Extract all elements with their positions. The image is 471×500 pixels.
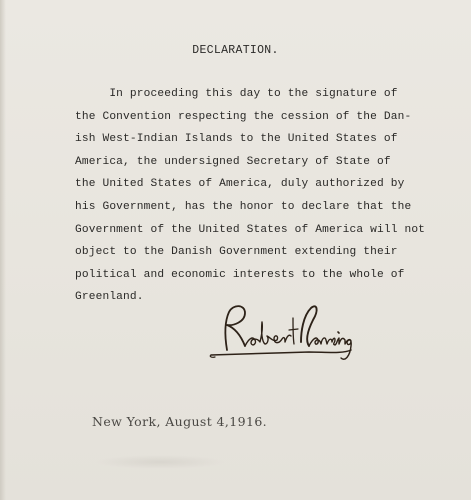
paper-smudge (95, 455, 225, 469)
body-line: ish West-Indian Islands to the United States of (75, 133, 398, 146)
body-line: object to the Danish Government extending their (75, 246, 398, 259)
declaration-title: DECLARATION. (192, 44, 279, 57)
page-edge-shadow (0, 0, 6, 500)
body-line: Greenland. (75, 291, 144, 304)
body-line: Government of the United States of America will not (75, 223, 426, 236)
declaration-body (75, 83, 465, 309)
body-line: the United States of America, duly authorized by (75, 178, 405, 191)
body-line: In proceeding this day to the signature of (75, 88, 398, 100)
body-line: his Government, has the honor to declare that the (75, 200, 412, 213)
dateline: New York, August 4,1916. (92, 414, 268, 429)
body-line: America, the undersigned Secretary of State of (75, 155, 391, 168)
handwritten-signature (205, 298, 355, 368)
body-line: political and economic interests to the whole of (75, 268, 405, 281)
body-line: the Convention respecting the cession of the Dan- (75, 110, 412, 123)
